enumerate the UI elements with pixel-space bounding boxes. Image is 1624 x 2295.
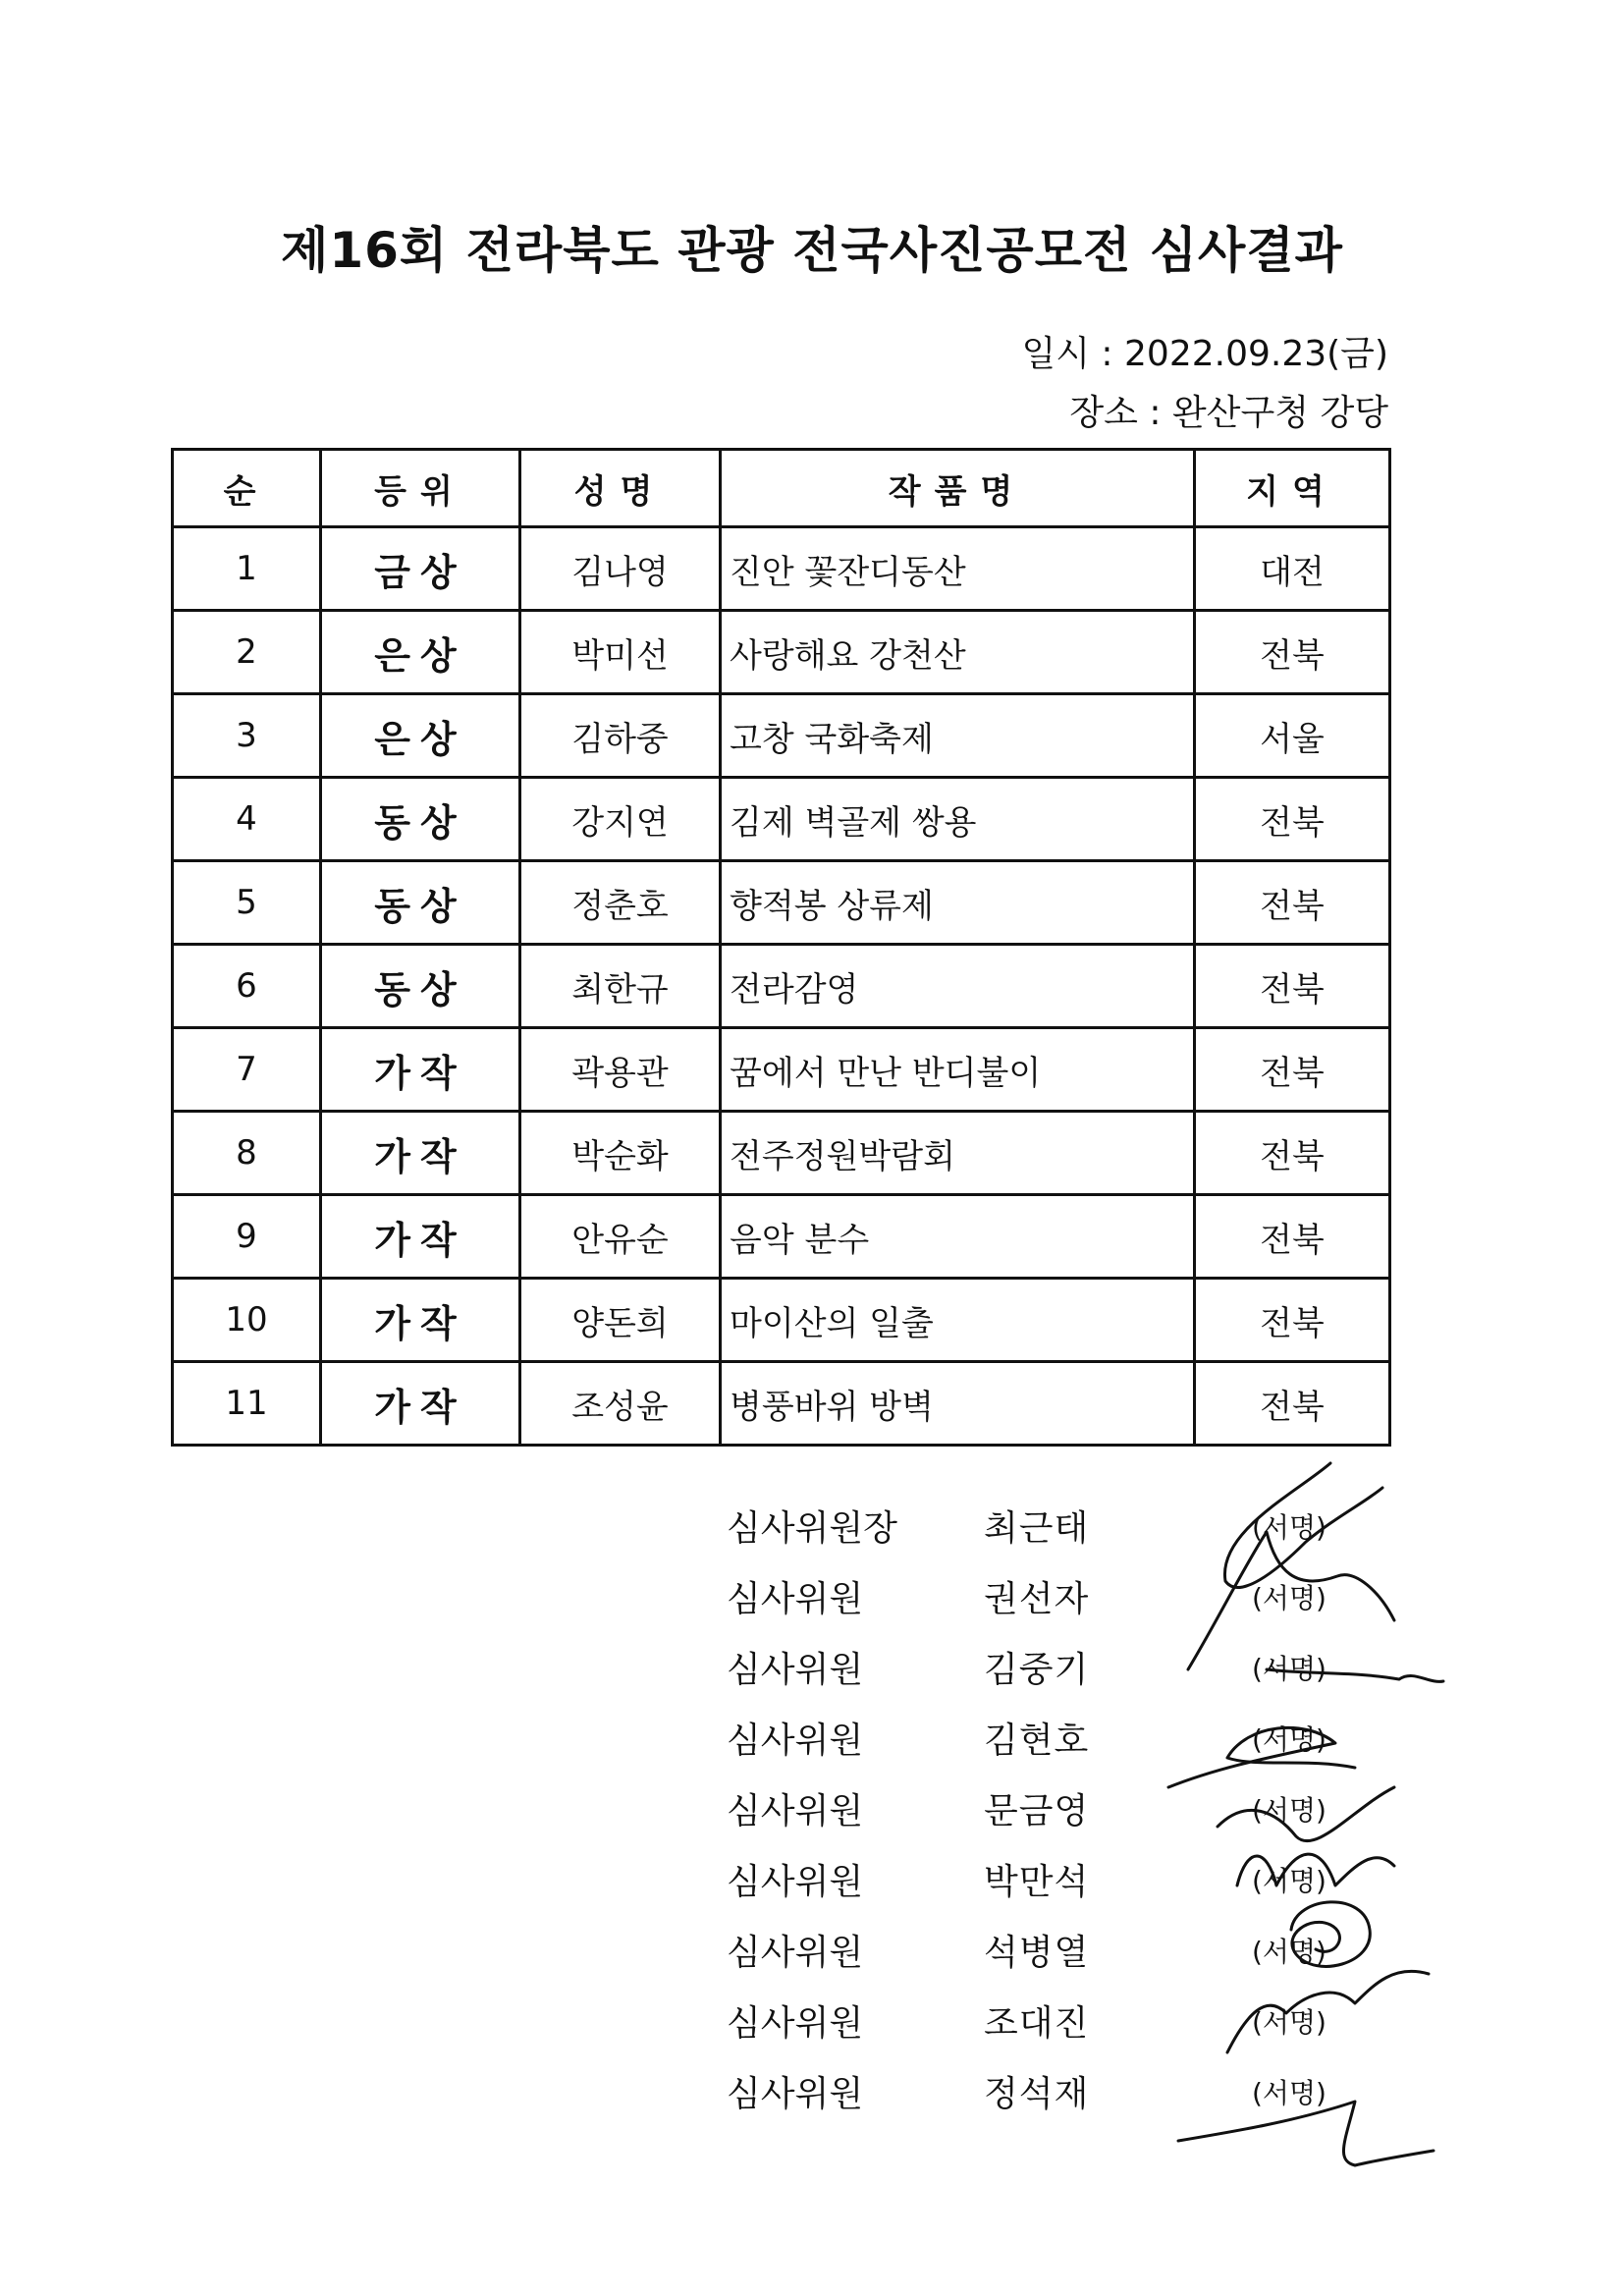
cell-name: 곽용관 <box>520 1028 721 1112</box>
judge-name: 정석재 <box>984 2074 1090 2114</box>
cell-work: 사랑해요 강천산 <box>721 611 1195 694</box>
judge-sign-label: (서명) <box>1252 1936 1326 1968</box>
header-work: 작품명 <box>721 450 1195 527</box>
table-row <box>173 1279 1390 1362</box>
cell-rank: 은상 <box>321 694 520 778</box>
table-row <box>173 694 1390 778</box>
judge-sign-label: (서명) <box>1252 1653 1326 1685</box>
judge-sign-label: (서명) <box>1252 2077 1326 2109</box>
cell-region: 대전 <box>1195 527 1390 611</box>
judge-role: 심사위원장 <box>727 1508 897 1549</box>
cell-work: 병풍바위 방벽 <box>721 1362 1195 1446</box>
judge-sign-label: (서명) <box>1252 2006 1326 2039</box>
cell-no: 8 <box>173 1112 321 1195</box>
cell-name: 강지연 <box>520 778 721 861</box>
judge-name: 조대진 <box>984 2003 1090 2044</box>
cell-rank: 가작 <box>321 1362 520 1446</box>
table-body <box>173 527 1390 1446</box>
cell-region: 전북 <box>1195 611 1390 694</box>
judge-sign-label: (서명) <box>1252 1723 1326 1756</box>
cell-name: 양돈희 <box>520 1279 721 1362</box>
cell-rank: 동상 <box>321 945 520 1028</box>
table-row <box>173 778 1390 861</box>
judge-role: 심사위원 <box>727 2074 864 2114</box>
cell-rank: 동상 <box>321 861 520 945</box>
cell-no: 4 <box>173 778 321 861</box>
cell-rank: 가작 <box>321 1195 520 1279</box>
table-row <box>173 861 1390 945</box>
cell-no: 3 <box>173 694 321 778</box>
judge-role: 심사위원 <box>727 2003 864 2044</box>
judge-sign-label: (서명) <box>1252 1794 1326 1827</box>
cell-name: 안유순 <box>520 1195 721 1279</box>
table-row <box>173 527 1390 611</box>
results-table <box>171 448 1391 1447</box>
cell-region: 전북 <box>1195 945 1390 1028</box>
cell-name: 박순화 <box>520 1112 721 1195</box>
cell-name: 김하중 <box>520 694 721 778</box>
cell-no: 9 <box>173 1195 321 1279</box>
cell-name: 김나영 <box>520 527 721 611</box>
cell-work: 고창 국화축제 <box>721 694 1195 778</box>
cell-no: 1 <box>173 527 321 611</box>
cell-region: 전북 <box>1195 1279 1390 1362</box>
judge-name: 최근태 <box>984 1508 1090 1549</box>
cell-no: 11 <box>173 1362 321 1446</box>
cell-region: 전북 <box>1195 1362 1390 1446</box>
judge-name: 김현호 <box>984 1721 1090 1761</box>
table-row <box>173 1028 1390 1112</box>
table-row <box>173 945 1390 1028</box>
cell-region: 서울 <box>1195 694 1390 778</box>
cell-rank: 가작 <box>321 1279 520 1362</box>
judge-name: 박만석 <box>984 1862 1090 1902</box>
cell-rank: 은상 <box>321 611 520 694</box>
cell-work: 김제 벽골제 쌍용 <box>721 778 1195 861</box>
table-row <box>173 1112 1390 1195</box>
judge-role: 심사위원 <box>727 1791 864 1831</box>
cell-region: 전북 <box>1195 1195 1390 1279</box>
table-row <box>173 611 1390 694</box>
cell-region: 전북 <box>1195 1028 1390 1112</box>
judge-role: 심사위원 <box>727 1933 864 1973</box>
judge-name: 김중기 <box>984 1650 1090 1690</box>
cell-no: 10 <box>173 1279 321 1362</box>
judge-sign-label: (서명) <box>1252 1865 1326 1897</box>
judge-name: 권선자 <box>984 1579 1090 1619</box>
header-region: 지역 <box>1195 450 1390 527</box>
judge-role: 심사위원 <box>727 1650 864 1690</box>
date-line: 일시 : 2022.09.23(금) <box>1021 334 1388 374</box>
judge-sign-label: (서명) <box>1252 1511 1326 1544</box>
judge-name: 석병열 <box>984 1933 1090 1973</box>
cell-name: 최한규 <box>520 945 721 1028</box>
cell-no: 5 <box>173 861 321 945</box>
judge-role: 심사위원 <box>727 1862 864 1902</box>
cell-name: 박미선 <box>520 611 721 694</box>
table-row <box>173 1362 1390 1446</box>
header-name: 성명 <box>520 450 721 527</box>
cell-region: 전북 <box>1195 1112 1390 1195</box>
judge-sign-label: (서명) <box>1252 1582 1326 1614</box>
cell-name: 정춘호 <box>520 861 721 945</box>
cell-name: 조성윤 <box>520 1362 721 1446</box>
judge-name: 문금영 <box>984 1791 1090 1831</box>
cell-region: 전북 <box>1195 861 1390 945</box>
cell-work: 전라감영 <box>721 945 1195 1028</box>
cell-rank: 가작 <box>321 1028 520 1112</box>
judge-role: 심사위원 <box>727 1579 864 1619</box>
cell-no: 6 <box>173 945 321 1028</box>
judge-role: 심사위원 <box>727 1721 864 1761</box>
cell-work: 향적봉 상류제 <box>721 861 1195 945</box>
cell-rank: 금상 <box>321 527 520 611</box>
document-title: 제16회 전라북도 관광 전국사진공모전 심사결과 <box>281 222 1343 279</box>
table-header-row <box>173 450 1390 527</box>
cell-work: 음악 분수 <box>721 1195 1195 1279</box>
cell-work: 마이산의 일출 <box>721 1279 1195 1362</box>
header-rank: 등위 <box>321 450 520 527</box>
place-line: 장소 : 완산구청 강당 <box>1069 393 1388 433</box>
header-no: 순 <box>173 450 321 527</box>
cell-no: 7 <box>173 1028 321 1112</box>
cell-rank: 동상 <box>321 778 520 861</box>
cell-rank: 가작 <box>321 1112 520 1195</box>
cell-region: 전북 <box>1195 778 1390 861</box>
cell-work: 꿈에서 만난 반디불이 <box>721 1028 1195 1112</box>
table-row <box>173 1195 1390 1279</box>
cell-work: 전주정원박람회 <box>721 1112 1195 1195</box>
cell-work: 진안 꽃잔디동산 <box>721 527 1195 611</box>
cell-no: 2 <box>173 611 321 694</box>
